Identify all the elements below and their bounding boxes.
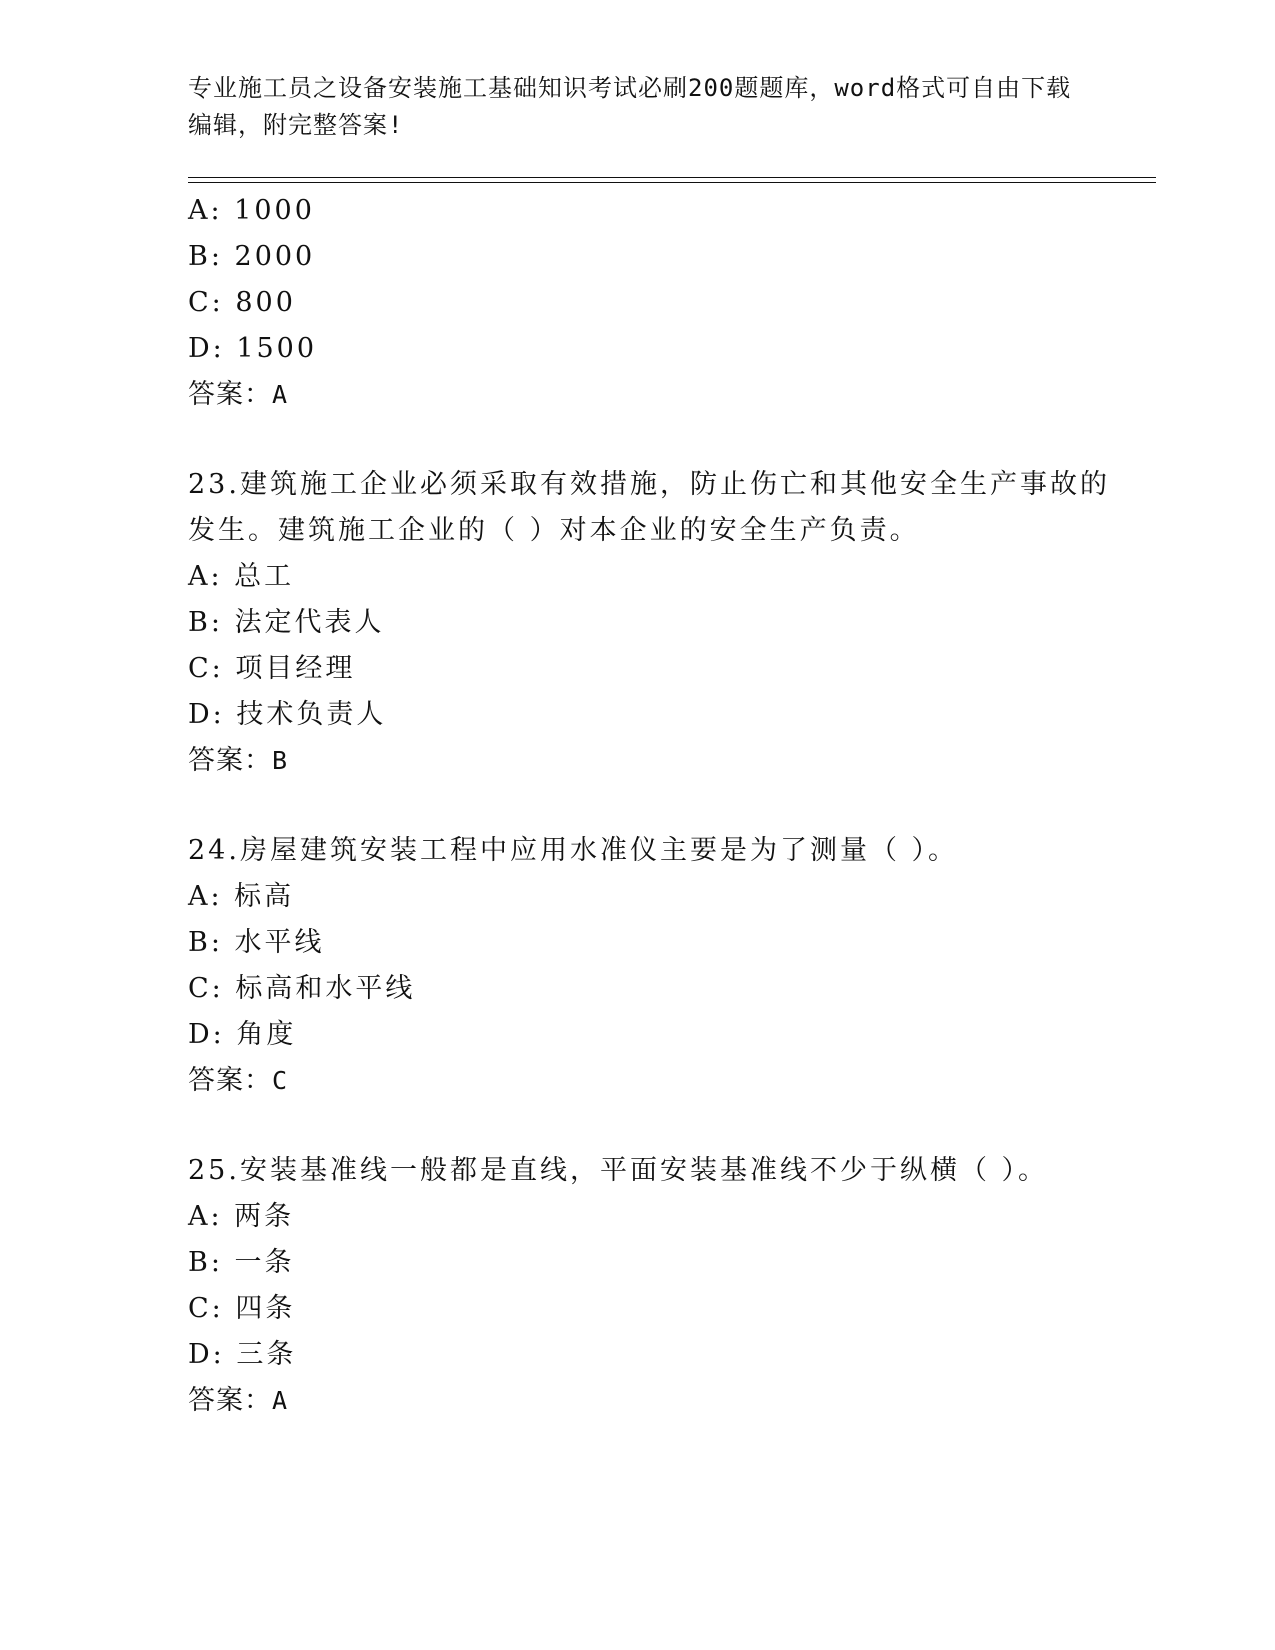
answer-value: A: [272, 380, 289, 409]
header-divider-bottom: [188, 182, 1156, 183]
option-a: A: 两条: [188, 1201, 295, 1232]
option-b: B: 一条: [188, 1247, 295, 1278]
header-line-2: 编辑，附完整答案!: [188, 111, 404, 139]
answer-value: A: [272, 1386, 289, 1415]
option-d: D: 三条: [188, 1339, 297, 1370]
header-line-1: 专业施工员之设备安装施工基础知识考试必刷200题题库，word格式可自由下载: [188, 74, 1072, 102]
option-a: A: 总工: [188, 561, 295, 592]
question-25: [188, 1148, 1156, 1424]
option-c: C: 四条: [188, 1293, 296, 1324]
answer-line: [188, 738, 1156, 784]
question-23: [188, 462, 1156, 784]
answer-label: 答案：: [188, 1065, 272, 1096]
answer-value: C: [272, 1066, 289, 1095]
option-d: D: 技术负责人: [188, 699, 387, 730]
option-c: C: 标高和水平线: [188, 973, 416, 1004]
question-stem-line-1: 24.房屋建筑安装工程中应用水准仪主要是为了测量（ ）。: [188, 835, 959, 866]
answer-line: [188, 1058, 1156, 1104]
question-stem-line-1: 25.安装基准线一般都是直线，平面安装基准线不少于纵横（ ）。: [188, 1155, 1049, 1186]
answer-line: [188, 372, 1156, 418]
option-a: A: 1000: [188, 195, 315, 226]
option-d: D: 角度: [188, 1019, 297, 1050]
answer-label: 答案：: [188, 745, 272, 776]
option-c: C: 800: [188, 287, 296, 318]
option-b: B: 水平线: [188, 927, 325, 958]
option-d: D: 1500: [188, 333, 318, 364]
answer-value: B: [272, 746, 289, 775]
question-22: [188, 188, 1156, 418]
option-c: C: 项目经理: [188, 653, 356, 684]
option-a: A: 标高: [188, 881, 295, 912]
question-stem-line-2: 发生。建筑施工企业的（ ）对本企业的安全生产负责。: [188, 515, 920, 546]
answer-label: 答案：: [188, 1385, 272, 1416]
answer-label: 答案：: [188, 379, 272, 410]
answer-line: [188, 1378, 1156, 1424]
document-header: [188, 70, 1088, 144]
option-b: B: 法定代表人: [188, 607, 385, 638]
question-24: [188, 828, 1156, 1104]
header-divider-top: [188, 177, 1156, 178]
option-b: B: 2000: [188, 241, 316, 272]
question-list: [188, 188, 1156, 1424]
question-stem-line-1: 23.建筑施工企业必须采取有效措施，防止伤亡和其他安全生产事故的: [188, 469, 1110, 500]
